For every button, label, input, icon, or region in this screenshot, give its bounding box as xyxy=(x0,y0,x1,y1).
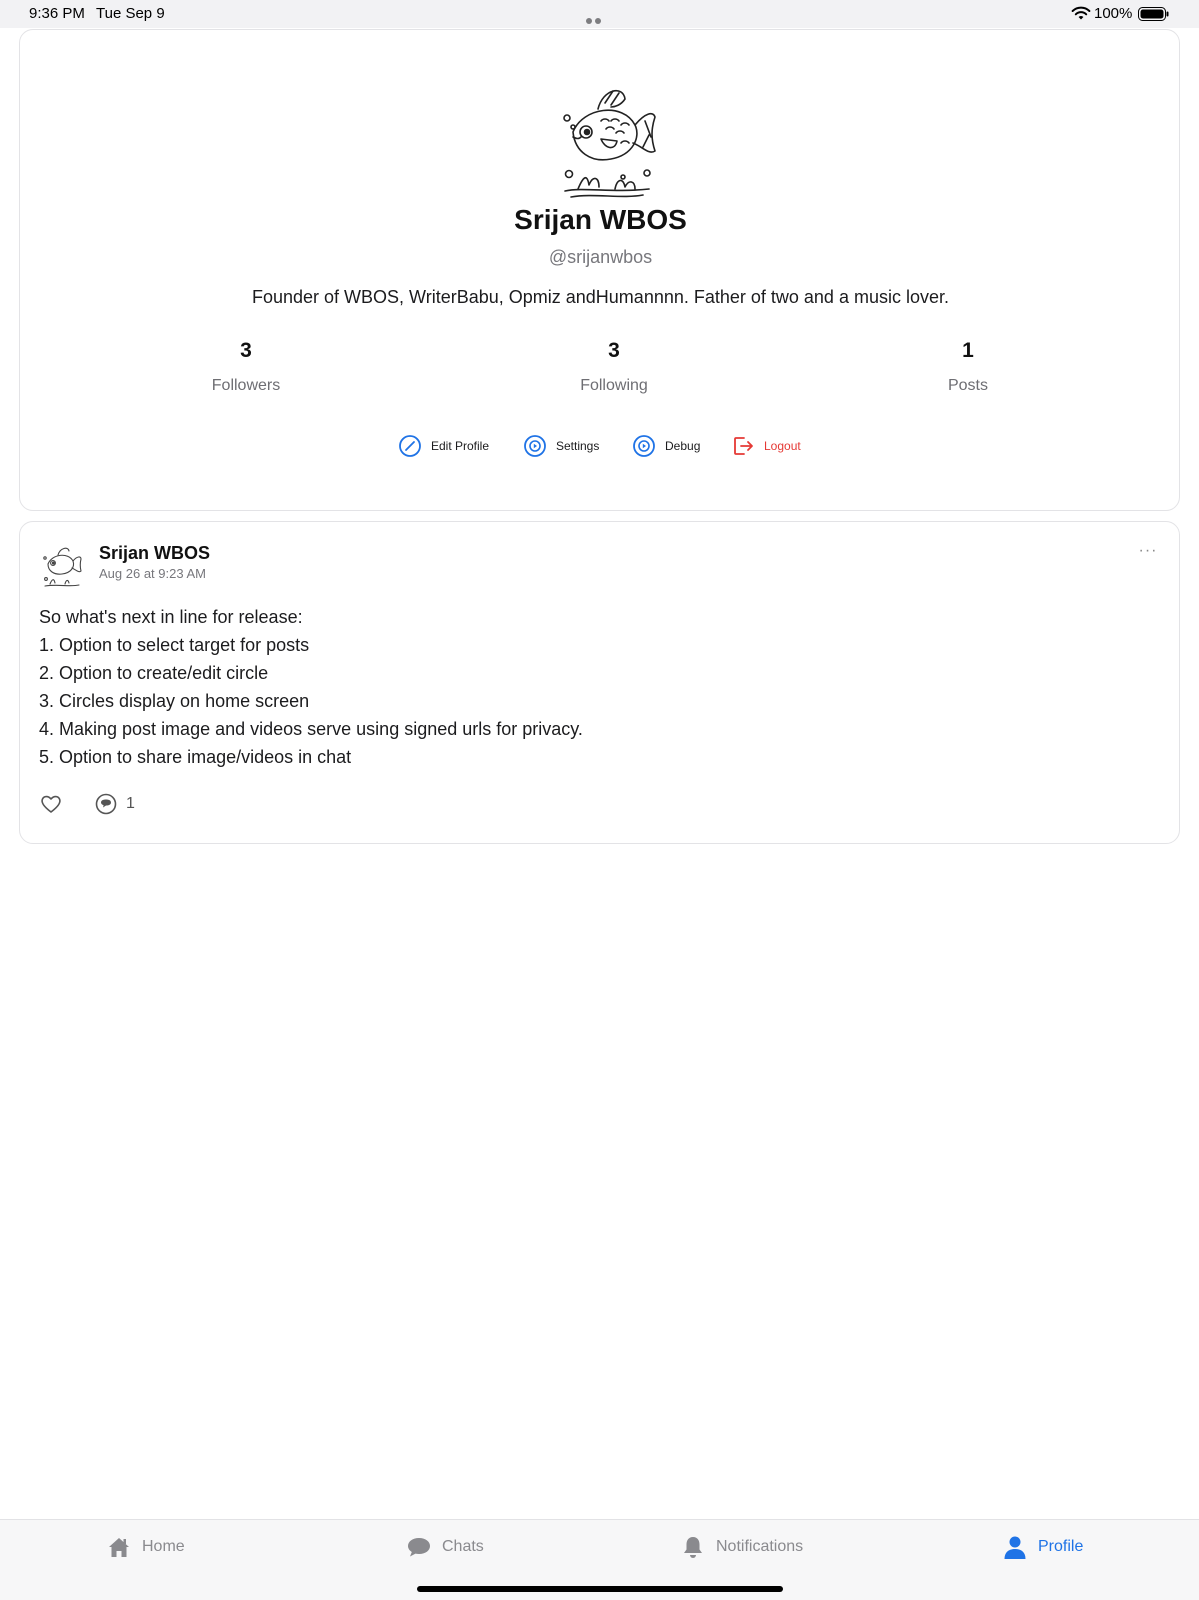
debug-icon xyxy=(632,434,656,458)
settings-icon xyxy=(523,434,547,458)
followers-label: Followers xyxy=(211,377,281,394)
multitasking-dots-icon[interactable] xyxy=(586,11,612,17)
profile-card xyxy=(19,29,1180,511)
post-line: 5. Option to share image/videos in chat xyxy=(39,747,352,767)
comment-count: 1 xyxy=(126,795,135,812)
battery-icon xyxy=(1138,7,1169,21)
profile-icon xyxy=(1002,1534,1028,1560)
post-line: 4. Making post image and videos serve using signed urls for privacy. xyxy=(39,719,583,739)
post-line: So what's next in line for release: xyxy=(39,607,303,627)
tab-home[interactable] xyxy=(106,1532,185,1562)
tab-chats[interactable] xyxy=(406,1532,484,1562)
logout-icon xyxy=(731,434,755,458)
following-label: Following xyxy=(580,377,648,394)
logout-button[interactable] xyxy=(731,433,801,459)
following-count: 3 xyxy=(608,339,620,362)
profile-actions xyxy=(20,433,1181,459)
tab-home-label: Home xyxy=(142,1538,185,1555)
posts-count: 1 xyxy=(962,339,974,362)
debug-button[interactable] xyxy=(632,433,700,459)
more-options-icon[interactable]: ··· xyxy=(1138,542,1158,559)
comment-icon xyxy=(94,792,118,816)
following-stat[interactable] xyxy=(514,339,714,395)
post-line: 2. Option to create/edit circle xyxy=(39,663,269,683)
status-date: Tue Sep 9 xyxy=(96,5,165,22)
followers-stat[interactable] xyxy=(146,339,346,395)
status-time: 9:36 PM xyxy=(29,5,85,22)
settings-button[interactable] xyxy=(523,433,599,459)
tab-bar xyxy=(0,1519,1199,1600)
tab-profile[interactable] xyxy=(1002,1532,1083,1562)
debug-label: Debug xyxy=(665,439,701,453)
tab-notifications[interactable] xyxy=(680,1532,803,1562)
post-author-avatar[interactable] xyxy=(40,542,84,588)
battery-percent: 100% xyxy=(1094,5,1133,22)
logout-label: Logout xyxy=(764,439,801,453)
followers-count: 3 xyxy=(240,339,252,362)
post-card xyxy=(19,521,1180,844)
post-line: 1. Option to select target for posts xyxy=(39,635,310,655)
profile-handle: @srijanwbos xyxy=(548,247,653,267)
wifi-icon xyxy=(1071,6,1091,21)
edit-profile-button[interactable] xyxy=(398,433,489,459)
home-indicator[interactable] xyxy=(417,1586,783,1592)
edit-profile-label: Edit Profile xyxy=(431,439,490,453)
home-icon xyxy=(106,1534,132,1560)
posts-label: Posts xyxy=(947,377,988,394)
post-author-name[interactable]: Srijan WBOS xyxy=(99,543,211,563)
status-bar xyxy=(0,0,1199,28)
comment-button[interactable] xyxy=(94,792,135,816)
post-body xyxy=(39,603,1139,771)
tab-notifications-label: Notifications xyxy=(716,1538,804,1555)
tab-chats-label: Chats xyxy=(442,1538,484,1555)
settings-label: Settings xyxy=(556,439,600,453)
fish-avatar[interactable] xyxy=(553,77,663,207)
chats-icon xyxy=(406,1534,432,1560)
bell-icon xyxy=(680,1534,706,1560)
posts-stat[interactable] xyxy=(868,339,1068,395)
profile-name: Srijan WBOS xyxy=(514,204,687,235)
tab-profile-label: Profile xyxy=(1038,1538,1084,1555)
post-line: 3. Circles display on home screen xyxy=(39,691,310,711)
profile-bio: Founder of WBOS, WriterBabu, Opmiz andHumannnn. Father of two and a music lover. xyxy=(252,287,949,307)
heart-icon[interactable] xyxy=(39,792,63,816)
edit-icon xyxy=(398,434,422,458)
post-timestamp: Aug 26 at 9:23 AM xyxy=(99,566,206,581)
